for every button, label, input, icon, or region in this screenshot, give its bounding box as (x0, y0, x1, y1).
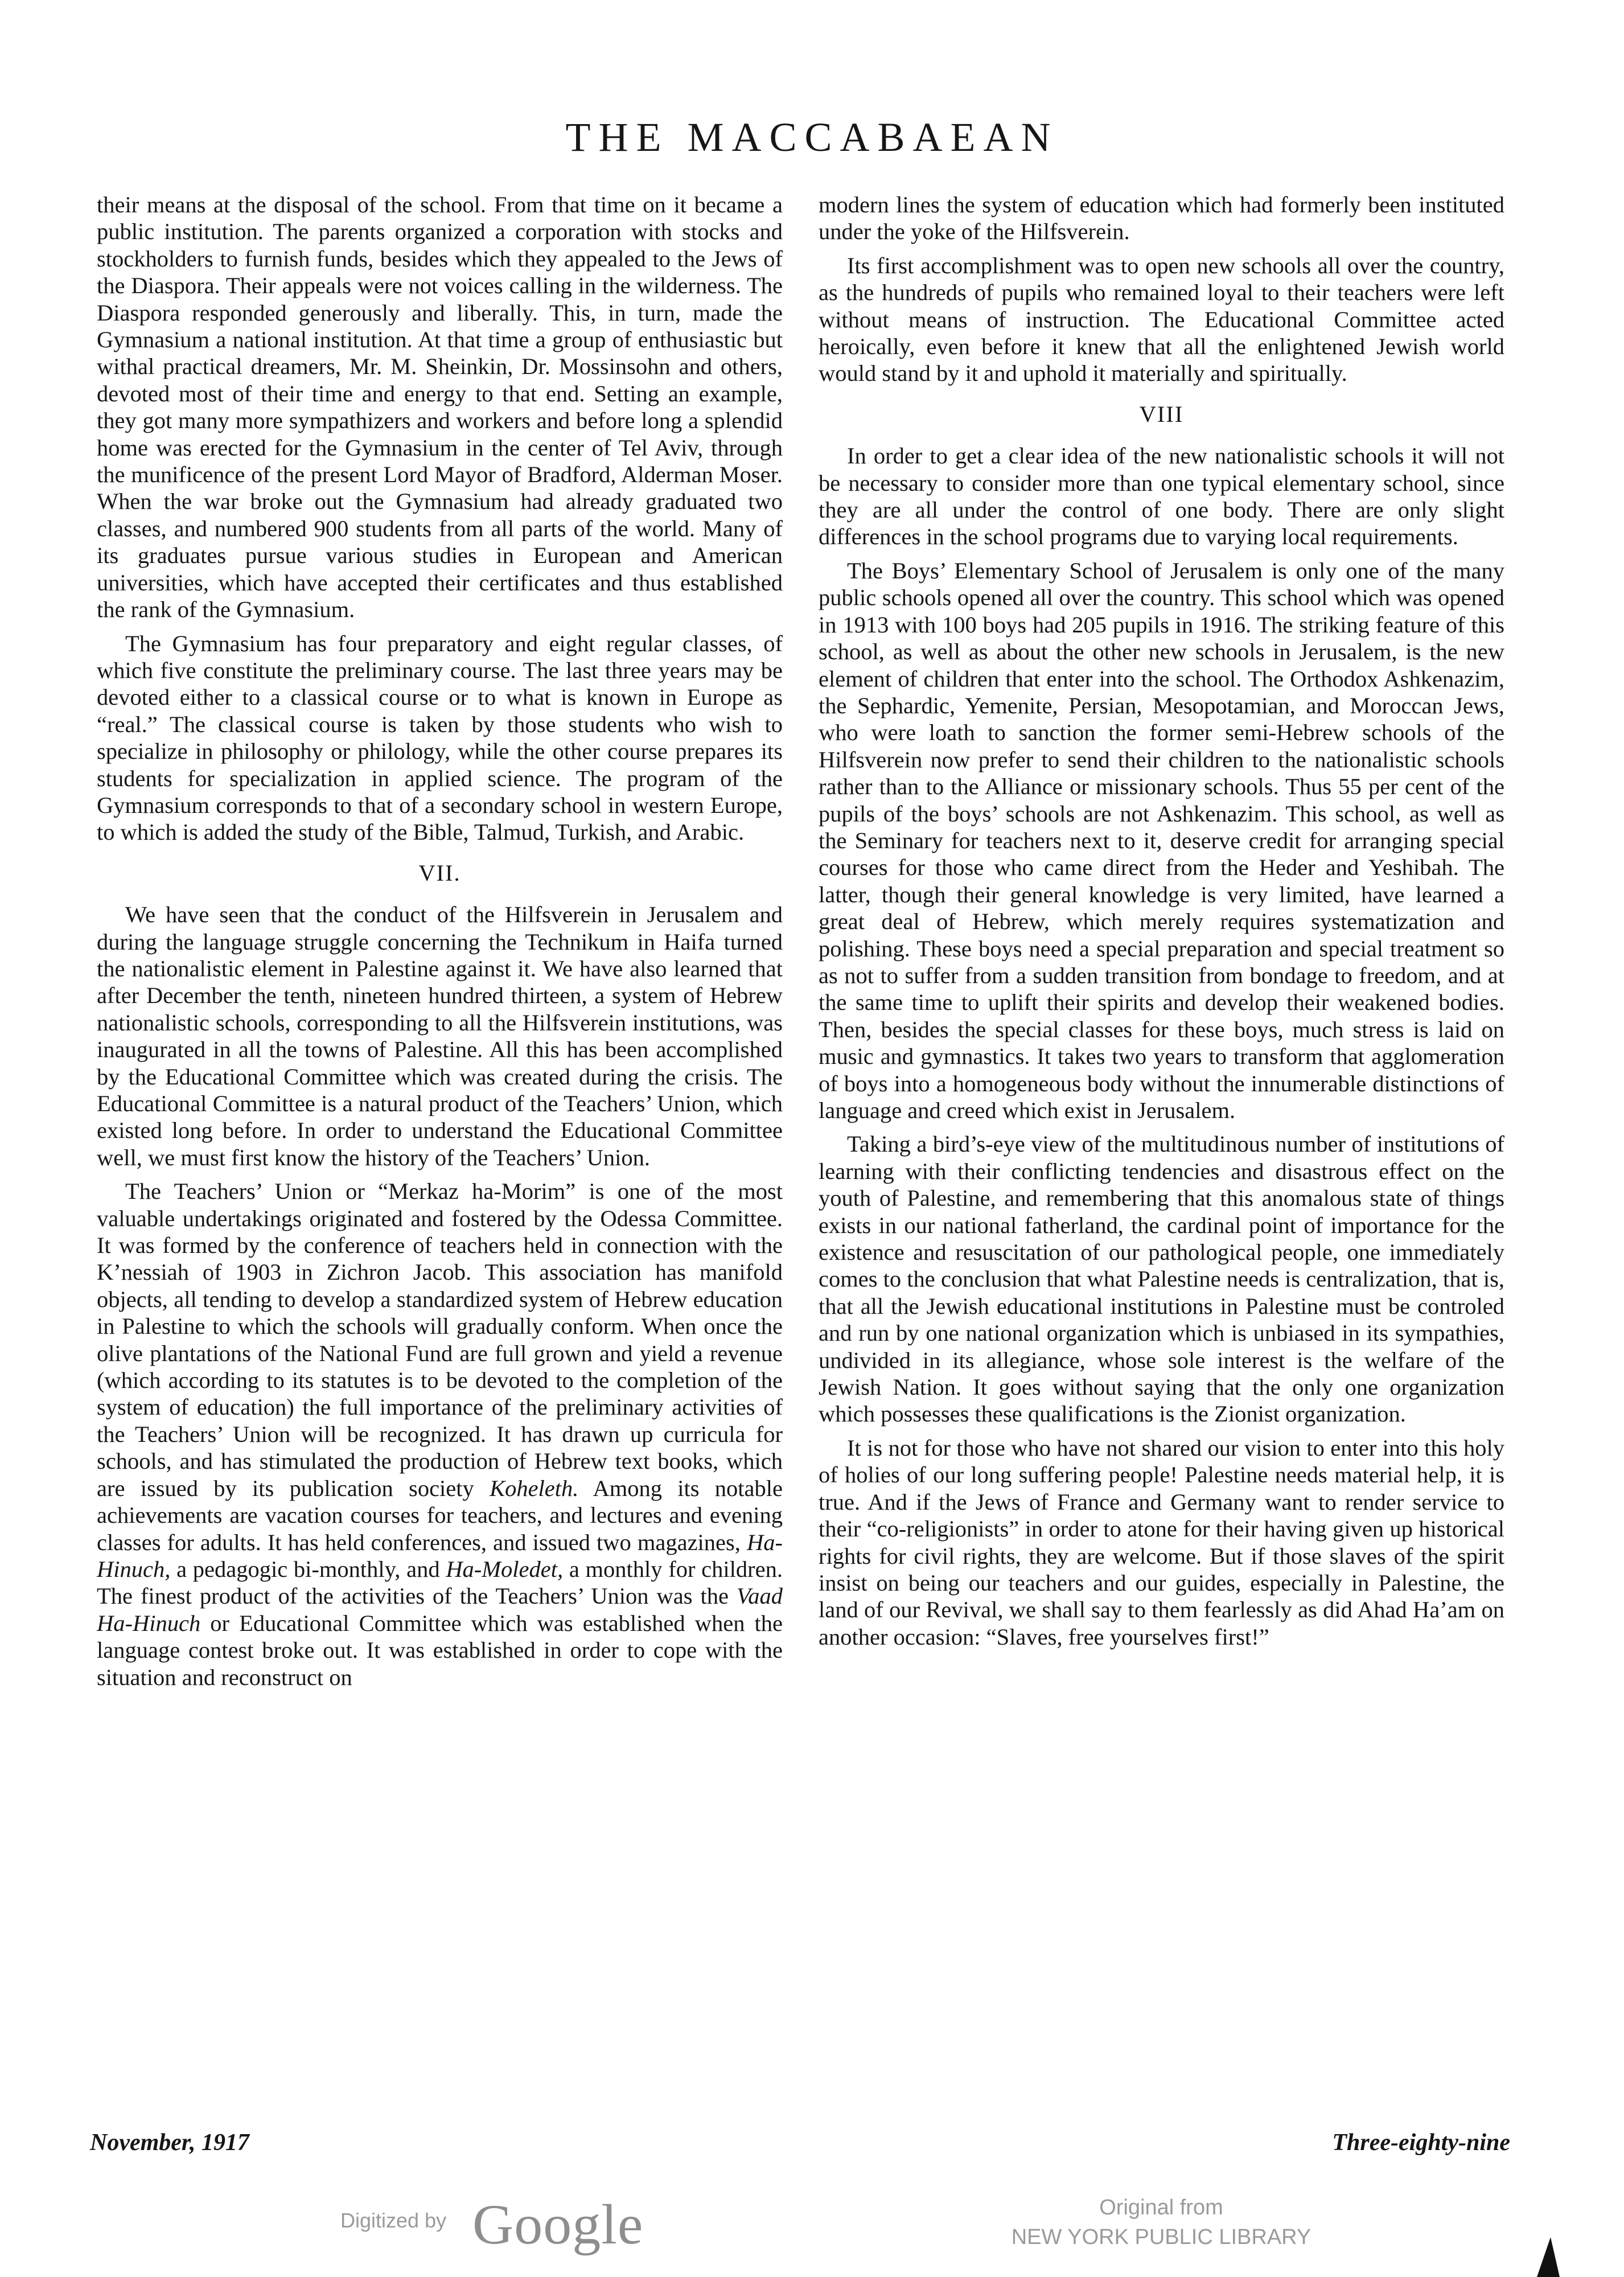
paragraph-text: Its first accomplishment was to open new schools all over the country, as the hundreds of pupils who remained loyal to their teachers were left without means of instruction. The Educational Committee acted heroically, even before it knew that all the enlightened Jewish world would stand by it and uphold it materially and spiritually. (819, 252, 1504, 387)
section-heading: VII. (418, 860, 461, 886)
paragraph (97, 191, 783, 623)
paragraph-text: The Teachers’ Union or “Merkaz ha-Morim” is one of the most valuable undertakings originated and fostered by the Odessa Committee. It was formed by the conference of teachers held in connection with the K’nessiah of 1903 in Zichron Jacob. This association has manifold objects, all tending to develop a standardized system of Hebrew education in Palestine to which the schools will gradually conform. When once the olive plantations of the National Fund are full grown and yield a revenue (which according to its statutes is to be devoted to the completion of the system of education) the full importance of the preliminary activities of the Teachers’ Union will be recognized. It has drawn up curricula for schools, and has stimulated the production of Hebrew text books, which are issued by its publication society (97, 1178, 783, 1501)
paragraph-text: The Gymnasium has four preparatory and eight regular classes, of which five constitute the preliminary course. The last three years may be devoted either to a classical course or to what is known in Europe as “real.” The classical course is taken by those students who wish to specialize in philosophy or philology, while the other course prepares its students for specialization in applied science. The program of the Gymnasium corresponds to that of a secondary school in western Europe, to which is added the study of the Bible, Talmud, Turkish, and Arabic. (97, 630, 783, 845)
left-column (97, 191, 783, 1691)
paragraph (819, 252, 1504, 387)
paragraph (819, 557, 1504, 1124)
paragraph (819, 1131, 1504, 1427)
paragraph-text: a monthly for children. The finest product of the activities of the Teachers’ Union was the (97, 1556, 783, 1609)
library-attribution (990, 2193, 1332, 2252)
section-heading: VIII (1139, 401, 1184, 427)
italic-title: Koheleth. (490, 1475, 579, 1501)
page-corner-mark (1537, 2237, 1560, 2277)
paragraph-text: We have seen that the conduct of the Hilfsverein in Jerusalem and during the language struggle concerning the Technikum in Haifa turned the nationalistic element in Palestine against it. We have also learned that after December the tenth, nineteen hundred thirteen, a system of Hebrew nationalistic schools, corresponding to all the Hilfsverein institutions, was inaugurated in all the towns of Palestine. All this has been accomplished by the Educational Committee which was created during the crisis. The Educational Committee is a natural product of the Teachers’ Union, which existed long before. In order to understand the Educational Committee well, we must first know the history of the Teachers’ Union. (97, 902, 783, 1170)
paragraph-text: their means at the disposal of the school. From that time on it became a public institution. The parents organized a corporation with stocks and stockholders to furnish funds, besides which they appealed to the Jews of the Diaspora. Their appeals were not voices calling in the wilderness. The Diaspora responded generously and liberally. This, in turn, made the Gymnasium a national institution. At that time a group of enthusiastic but withal practical dreamers, Mr. M. Sheinkin, Dr. Mossinsohn and others, devoted most of their time and energy to that end. Setting an example, they got many more sympathizers and workers and before long a splendid home was erected for the Gymnasium in the center of Tel Aviv, through the munificence of the present Lord Mayor of Bradford, Alderman Moser. When the war broke out the Gymnasium had already graduated two classes, and numbered 900 students from all parts of the world. Many of its graduates pursue various studies in European and American universities, which have accepted their certificates and thus established the rank of the Gymnasium. (97, 192, 783, 623)
paragraph-text: or Educational Committee which was established when the language contest broke out. It was established in order to cope with the situation and reconstruct on (97, 1610, 783, 1690)
digitized-by-label: Digitized by (340, 2209, 447, 2232)
google-logo: Google (472, 2193, 644, 2256)
italic-title: Ha-Hinuch, (97, 1529, 783, 1582)
italic-title: Vaad Ha-Hinuch (97, 1583, 783, 1636)
paragraph-text: In order to get a clear idea of the new nationalistic schools it will not be necessary to consider more than one typical elementary school, since they are all under the control of one body. There are only slight differences in the school programs due to varying local requirements. (819, 443, 1504, 550)
italic-title: Ha-Moledet, (446, 1556, 564, 1582)
footer-page-number: Three-eighty-nine (1332, 2130, 1510, 2156)
paragraph-text: Taking a bird’s-eye view of the multitudinous number of institutions of learning with their conflicting tendencies and disastrous effect on the youth of Palestine, and remembering that this anomalous state of things exists in our national fatherland, the cardinal point of importance for the existence and resuscitation of our pathological people, one immediately comes to the conclusion that what Palestine needs is centralization, that is, that all the Jewish educational institutions in Palestine must be controled and run by one national organization which is unbiased in its sympathies, undivided in its allegiance, whose sole interest is the welfare of the Jewish Nation. It goes without saying that the only one organization which possesses these qualifications is the Zionist organization. (819, 1131, 1504, 1427)
paragraph (97, 1178, 783, 1691)
paragraph-text: modern lines the system of education which had formerly been instituted under the yoke of the Hilfsverein. (819, 192, 1504, 245)
library-name: NEW YORK PUBLIC LIBRARY (1011, 2225, 1311, 2249)
paragraph-text: The Boys’ Elementary School of Jerusalem is only one of the many public schools opened all over the country. This school which was opened in 1913 with 100 boys had 205 pupils in 1916. The striking feature of this school, as well as about the other new schools in Jerusalem, is the new element of children that enter into the school. The Orthodox Ashkenazim, the Sephardic, Yemenite, Persian, Mesopotamian, and Moroccan Jews, who were loath to sanction the former semi-Hebrew schools of the Hilfsverein now prefer to send their children to the nationalistic schools rather than to the Alliance or missionary schools. Thus 55 per cent of the pupils of the boys’ schools are not Ashkenazim. This school, as well as the Seminary for teachers next to it, deserve credit for arranging special courses for those who came direct from the Heder and Yeshibah. The latter, though their general knowledge is very limited, have learned a great deal of Hebrew, which merely requires systematization and polishing. These boys need a special preparation and special treatment so as not to suffer from a sudden transition from bondage to freedom, and at the same time to uplift their spirits and develop their weakened bodies. Then, besides the special classes for these boys, much stress is laid on music and gymnastics. It takes two years to transform that agglomeration of boys into a homogeneous body without the innumerable distinctions of language and creed which exist in Jerusalem. (819, 557, 1504, 1123)
masthead: THE MACCABAEAN (565, 114, 1059, 160)
paragraph (819, 191, 1504, 245)
paragraph (97, 901, 783, 1171)
paragraph (819, 442, 1504, 550)
paragraph (819, 1435, 1504, 1650)
right-column (819, 191, 1504, 1650)
paragraph-text: a pedagogic bi-monthly, and (170, 1556, 446, 1582)
paragraph-text: It is not for those who have not shared our vision to enter into this holy of holies of our long suffering people! Palestine needs material help, it is true. And if the Jews of France and Germany want to render service to their “co-religionists” in order to atone for their having given up historical rights for civil rights, they are welcome. But if those slaves of the spirit insist on being our teachers and our guides, especially in Palestine, the land of our Revival, we shall say to them fearlessly as did Ahad Ha’am on another occasion: “Slaves, free yourselves first!” (819, 1435, 1504, 1650)
paragraph (97, 630, 783, 846)
footer-date: November, 1917 (90, 2130, 249, 2156)
original-from-label: Original from (1099, 2196, 1223, 2220)
paragraph-text: Among its notable achievements are vacation courses for teachers, and lectures and evening classes for adults. It has held conferences, and issued two magazines, (97, 1475, 783, 1555)
